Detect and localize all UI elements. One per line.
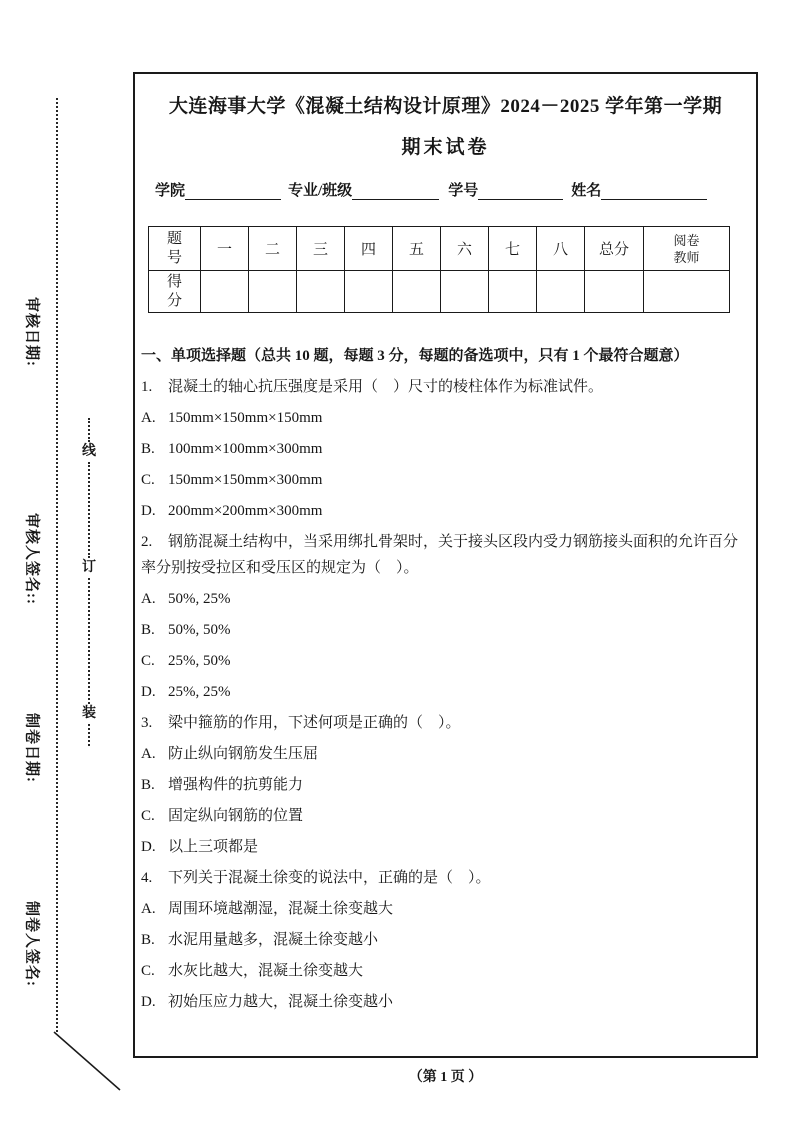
- score-input-cell: [201, 271, 249, 313]
- option-label: B.: [141, 777, 155, 793]
- question-stem-text: 混凝土的轴心抗压强度是采用（ ）尺寸的棱柱体作为标准试件。: [168, 379, 604, 395]
- major-class-fill-line: [352, 184, 439, 200]
- option-text: 25%, 25%: [168, 684, 231, 700]
- score-table-cell-total: 总分: [585, 227, 644, 271]
- question-4-stem: [141, 865, 742, 891]
- seal-dotted-line: [56, 98, 58, 1032]
- option-text: 150mm×150mm×300mm: [168, 472, 323, 488]
- score-table-cell: 五: [393, 227, 441, 271]
- dotted-segment: [88, 578, 90, 704]
- question-3-stem: [141, 710, 742, 736]
- option-label: D.: [141, 503, 156, 519]
- option-text: 固定纵向钢筋的位置: [168, 808, 304, 824]
- score-table-score-row: [149, 271, 730, 313]
- option-text: 50%, 50%: [168, 622, 231, 638]
- option-text: 150mm×150mm×150mm: [168, 410, 323, 426]
- review-date-label: 审核日期:: [23, 297, 40, 367]
- binding-char-ding: 订: [82, 560, 96, 575]
- question-4-option-c: [141, 958, 742, 984]
- name-fill-line: [601, 184, 707, 200]
- option-text: 以上三项都是: [168, 839, 259, 855]
- paper-make-date-label: 制卷日期:: [23, 713, 40, 783]
- score-table-header-row: [149, 227, 730, 271]
- option-text: 增强构件的抗剪能力: [168, 777, 304, 793]
- score-input-cell: [441, 271, 489, 313]
- option-text: 水灰比越大，混凝土徐变越大: [168, 963, 364, 979]
- score-input-cell: [345, 271, 393, 313]
- score-table-cell: 八: [537, 227, 585, 271]
- question-4-option-d: [141, 989, 742, 1015]
- score-table-cell: 二: [249, 227, 297, 271]
- option-label: C.: [141, 963, 155, 979]
- school-fill-line: [185, 184, 281, 200]
- score-input-cell: [537, 271, 585, 313]
- option-label: D.: [141, 839, 156, 855]
- option-label: C.: [141, 653, 155, 669]
- page-number: （第 1 页 ）: [408, 1070, 483, 1085]
- option-text: 25%, 50%: [168, 653, 231, 669]
- option-text: 100mm×100mm×300mm: [168, 441, 323, 457]
- score-input-cell: [393, 271, 441, 313]
- question-stem-text: 下列关于混凝土徐变的说法中，正确的是（ ）。: [168, 870, 491, 886]
- score-table-cell: 一: [201, 227, 249, 271]
- question-3-option-c: [141, 803, 742, 829]
- school-field-label: 学院: [155, 183, 186, 199]
- question-2-option-a: [141, 586, 742, 612]
- option-label: A.: [141, 746, 156, 762]
- question-number: 3.: [141, 715, 153, 731]
- option-text: 周围环境越潮湿，混凝土徐变越大: [168, 901, 394, 917]
- score-table-cell-grader: 阅卷教师: [644, 227, 730, 271]
- dotted-segment: [88, 462, 90, 558]
- option-label: A.: [141, 901, 156, 917]
- student-info-line: [155, 179, 748, 200]
- option-label: A.: [141, 410, 156, 426]
- exam-title-line2: 期末试卷: [401, 137, 490, 158]
- question-number: 4.: [141, 870, 153, 886]
- question-1-stem: [141, 374, 742, 400]
- question-number: 2.: [141, 534, 153, 550]
- option-text: 50%, 25%: [168, 591, 231, 607]
- question-2-stem: [141, 529, 742, 581]
- option-label: D.: [141, 994, 156, 1010]
- score-table-cell: 三: [297, 227, 345, 271]
- option-label: B.: [141, 622, 155, 638]
- dotted-segment: [88, 418, 90, 442]
- reviewer-signature-label: 审核人签名::: [23, 513, 40, 605]
- score-table-cell: 六: [441, 227, 489, 271]
- option-label: C.: [141, 472, 155, 488]
- question-stem-text: 钢筋混凝土结构中，当采用绑扎骨架时，关于接头区段内受力钢筋接头面积的允许百分率分别按受拉区和受压区的规定为（ ）。: [141, 534, 739, 576]
- score-table-cell: 四: [345, 227, 393, 271]
- question-number: 1.: [141, 379, 153, 395]
- question-3-option-b: [141, 772, 742, 798]
- paper-maker-signature-label: 制卷人签名:: [23, 901, 40, 987]
- score-input-cell: [489, 271, 537, 313]
- binding-char-zhuang: 装: [82, 706, 96, 721]
- option-label: B.: [141, 441, 155, 457]
- name-field-label: 姓名: [571, 183, 602, 199]
- question-stem-text: 梁中箍筋的作用，下述何项是正确的（ ）。: [168, 715, 461, 731]
- question-1-option-b: [141, 436, 742, 462]
- question-2-option-c: [141, 648, 742, 674]
- question-3-option-d: [141, 834, 742, 860]
- option-text: 初始压应力越大，混凝土徐变越小: [168, 994, 394, 1010]
- section-heading: 一、单项选择题（总共 10 题，每题 3 分，每题的备选项中，只有 1 个最符合题意）: [141, 348, 689, 364]
- score-table-cell: 七: [489, 227, 537, 271]
- question-3-option-a: [141, 741, 742, 767]
- exam-title-line1: 大连海事大学《混凝土结构设计原理》2024－2025 学年第一学期: [168, 96, 723, 117]
- question-1-option-d: [141, 498, 742, 524]
- question-4-option-b: [141, 927, 742, 953]
- question-1-option-c: [141, 467, 742, 493]
- option-label: B.: [141, 932, 155, 948]
- option-label: A.: [141, 591, 156, 607]
- question-4-option-a: [141, 896, 742, 922]
- question-content: [141, 343, 742, 1015]
- score-input-cell: [644, 271, 730, 313]
- score-table-cell-question-no: 题号: [149, 227, 201, 271]
- student-id-fill-line: [478, 184, 563, 200]
- binding-char-xian: 线: [82, 444, 96, 459]
- major-class-field-label: 专业/班级: [288, 183, 353, 199]
- corner-diagonal-line: [44, 1022, 129, 1102]
- question-2-option-b: [141, 617, 742, 643]
- option-label: D.: [141, 684, 156, 700]
- dotted-segment: [88, 724, 90, 746]
- exam-sheet: [133, 72, 758, 1058]
- score-input-cell: [249, 271, 297, 313]
- score-table: [148, 226, 730, 313]
- score-table-cell-score-label: 得分: [149, 271, 201, 313]
- option-text: 200mm×200mm×300mm: [168, 503, 323, 519]
- student-id-field-label: 学号: [448, 183, 479, 199]
- option-label: C.: [141, 808, 155, 824]
- score-input-cell: [585, 271, 644, 313]
- question-2-option-d: [141, 679, 742, 705]
- binding-dotted-line: [82, 418, 96, 746]
- option-text: 水泥用量越多，混凝土徐变越小: [168, 932, 379, 948]
- question-1-option-a: [141, 405, 742, 431]
- score-input-cell: [297, 271, 345, 313]
- option-text: 防止纵向钢筋发生压屈: [168, 746, 319, 762]
